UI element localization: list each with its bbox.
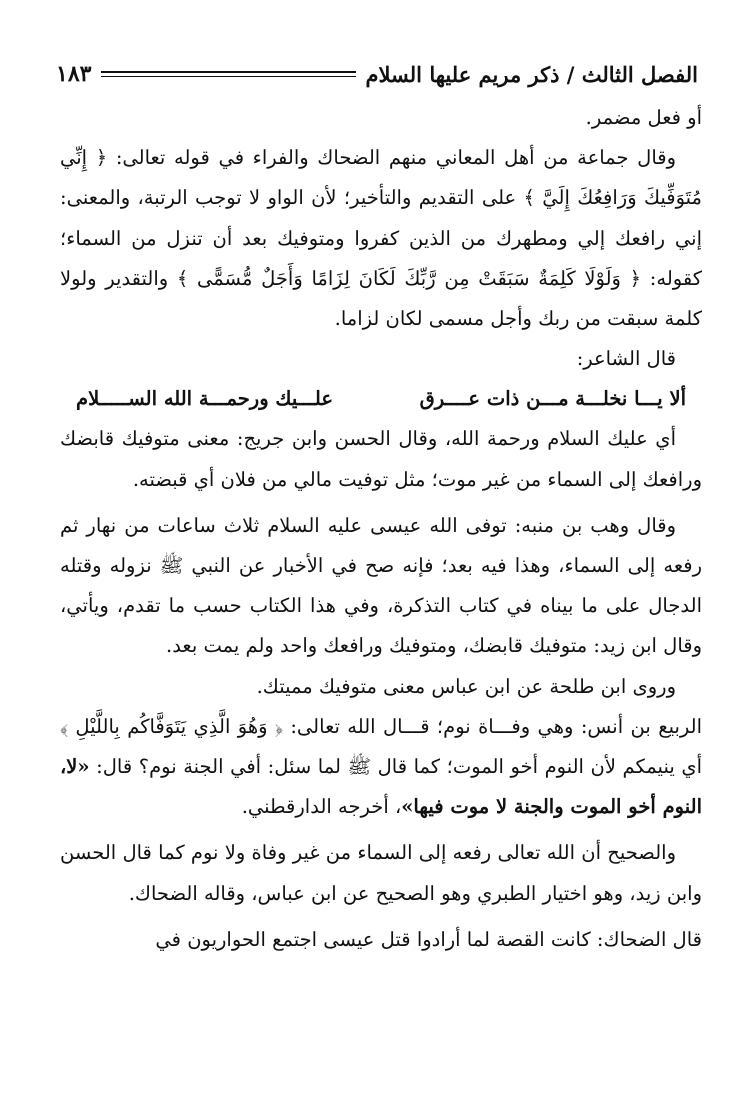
paragraph-2 <box>60 138 702 339</box>
paragraph-1: أو فعل مضمر. <box>585 106 702 129</box>
paragraph-6 <box>60 707 702 828</box>
page-body <box>60 98 702 960</box>
paragraph-5: وروى ابن طلحة عن ابن عباس معنى متوفيك مميتك. <box>256 674 676 698</box>
quran-verse-2: ﴿ وَهُوَ الَّذِي يَتَوَفَّاكُم بِاللَّيْلِ ﴾ <box>60 714 283 738</box>
paragraph-6-text-a: الربيع بن أنس: وهي وفـــاة نوم؛ قـــال الله تعالى: <box>282 714 702 738</box>
paragraph-7: والصحيح أن الله تعالى رفعه إلى السماء من غير وفاة ولا نوم كما قال الحسن وابن زيد، وهو اختيار الطبري وهو الصحيح عن ابن عباس، وقاله الضحاك. <box>60 841 702 905</box>
verse-second-hemistich: علـــيك ورحمـــة الله الســـــلام <box>76 387 333 411</box>
paragraph-6-text-c: ، أخرجه الدارقطني. <box>241 795 402 819</box>
verse-first-hemistich: ألا يـــا نخلـــة مـــن ذات عــــرق <box>419 387 686 411</box>
poet-intro: قال الشاعر: <box>576 347 676 371</box>
paragraph-4: وقال وهب بن منبه: توفى الله عيسى عليه السلام ثلاث ساعات من نهار ثم رفعه إلى السماء، وهذا فيه بعد؛ فإنه صح في الأخبار عن النبي ﷺ نزوله وقتله الدجال على ما بيناه في كتاب التذكرة، وفي هذا الكتاب حسب ما تقدم، ويأتي، وقال ابن زيد: متوفيك قابضك، ومتوفيك ورافعك واحد ولم يمت بعد. <box>60 513 702 658</box>
paragraph-2-text-b: والتقدير ولولا كلمة سبقت من ربك وأجل مسمى لكان لزاما. <box>60 266 702 331</box>
paragraph-2-text-a: وقال جماعة من أهل المعاني منهم الضحاك والفراء في قوله تعالى: ﴿ إِنِّي مُتَوَفِّيكَ وَرَافِعُكَ إِلَيَّ ﴾ على التقديم والتأخير؛ لأن الواو لا توجب الرتبة، والمعنى: إني رافعك إلي ومطهرك من الذين كفروا ومتوفيك بعد أن تنزل من السماء؛ كقوله: <box>60 146 702 290</box>
page-header <box>56 52 698 96</box>
paragraph-8: قال الضحاك: كانت القصة لما أرادوا قتل عيسى اجتمع الحواريون في <box>155 927 702 951</box>
paragraph-6-text-b: أي ينيمكم لأن النوم أخو الموت؛ كما قال ﷺ لما سئل: أفي الجنة نوم؟ قال: <box>89 755 702 779</box>
hadith-quote: «لا، النوم أخو الموت والجنة لا موت فيها» <box>60 755 702 819</box>
poem-verse <box>60 379 702 419</box>
paragraph-3: أي عليك السلام ورحمة الله، وقال الحسن وابن جريج: معنى متوفيك قابضك ورافعك إلى السماء من غير موت؛ مثل توفيت مالي من فلان أي قبضته. <box>60 427 702 491</box>
chapter-title: الفصل الثالث / ذكر مريم عليها السلام <box>365 61 698 87</box>
quran-verse-1: ﴿ وَلَوْلَا كَلِمَةٌ سَبَقَتْ مِن رَّبِّكَ لَكَانَ لِزَامًا وَأَجَلٌ مُّسَمًّى ﴾ <box>176 266 642 290</box>
page-number: ١٨٣ <box>56 61 92 87</box>
header-rule <box>101 71 355 77</box>
